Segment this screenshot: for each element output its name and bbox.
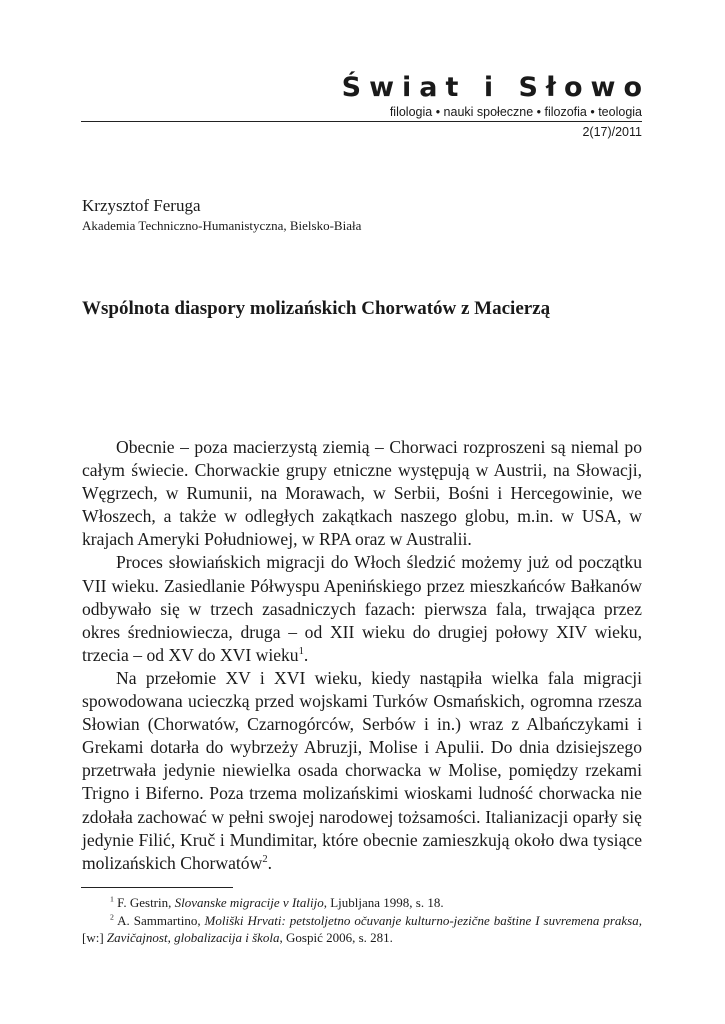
- paragraph-1-text: Obecnie – poza macierzystą ziemią – Chorwaci rozproszeni są niemal po całym świecie. Chorwackie grupy etniczne występują w Austrii, na Słowacji, Węgrzech, w Rumunii, na Morawach, w Serbii, Bośni i Hercegowinie, we Włoszech, a także w odległych zakątkach naszego globu, m.in. w USA, w krajach Ameryki Południowej, w RPA oraz w Australii.: [82, 437, 642, 550]
- article-body: [82, 436, 642, 875]
- footnote-2-author: A. Sammartino,: [113, 912, 205, 928]
- footnote-divider: [81, 887, 233, 888]
- paragraph-3-text: Na przełomie XV i XVI wieku, kiedy nastąpiła wielka fala migracji spowodowana ucieczką przed wojskami Turków Osmańskich, ogromna rzesza Słowian (Chorwatów, Czarnogórców, Serbów i in.) wraz z Albańczykami i Grekami dotarła do wybrzeży Abruzji, Molise i Apulii. Do dnia dzisiejszego przetrwała jedynie niewielka osada chorwacka w Molise, pomiędzy rzekami Trigno i Biferno. Poza trzema molizańskimi wioskami ludność chorwacka nie zdołała zachować w pełni swojej narodowej tożsamości. Italianizacji oparły się jedynie Filić, Kruč i Mundimitar, które obecnie zamieszkują około dwa tysiące molizańskich Chorwatów: [82, 667, 642, 873]
- footnote-1-details: , Ljubljana 1998, s. 18.: [323, 895, 444, 910]
- journal-subtitle: filologia • nauki społeczne • filozofia • teologia: [389, 105, 642, 119]
- footnote-1-number: 1: [110, 894, 114, 904]
- paragraph-3: [82, 667, 642, 875]
- footnote-2-book: Zavičajnost, globalizacija i škola: [106, 930, 280, 945]
- footnote-2-details: , Gospić 2006, s. 281.: [279, 930, 393, 945]
- paragraph-1: [82, 436, 642, 551]
- article-title: Wspólnota diaspory molizańskich Chorwatów z Macierzą: [82, 298, 551, 319]
- paragraph-2-text: Proces słowiańskich migracji do Włoch śledzić możemy już od początku VII wieku. Zasiedlanie Półwyspu Apenińskiego przez mieszkańców Bałkanów odbywało się w trzech zasadniczych fazach: pierwsza fala, trwająca przez okres średniowiecza, druga – od XII wieku do drugiej połowy XIV wieku, trzecia – od XV do XVI wieku: [82, 552, 642, 665]
- paragraph-3-end: .: [267, 852, 272, 873]
- author-affiliation: Akademia Techniczno-Humanistyczna, Bielsko-Biała: [82, 218, 362, 233]
- footnotes: [82, 894, 642, 947]
- journal-title: Świat i Słowo: [341, 72, 650, 103]
- footnote-ref-1: 1: [298, 645, 304, 657]
- footnote-2-number: 2: [110, 912, 114, 922]
- footnote-2-title: Moliški Hrvati: petstoljetno očuvanje kulturno-jezične baštine I suvremena praksa,: [204, 912, 642, 928]
- header-divider: [81, 121, 642, 122]
- paragraph-2: [82, 551, 642, 666]
- footnote-2: [82, 912, 642, 947]
- paragraph-2-end: .: [303, 644, 309, 665]
- footnote-1-author: F. Gestrin,: [113, 895, 175, 910]
- footnote-1-title: Slovanske migracije v Italijo: [174, 895, 324, 910]
- footnote-2-in: [w:]: [82, 930, 107, 945]
- issue-number: 2(17)/2011: [582, 125, 642, 139]
- footnote-ref-2: 2: [262, 853, 268, 865]
- footnote-1: [82, 894, 642, 912]
- author-name: Krzysztof Feruga: [82, 196, 201, 215]
